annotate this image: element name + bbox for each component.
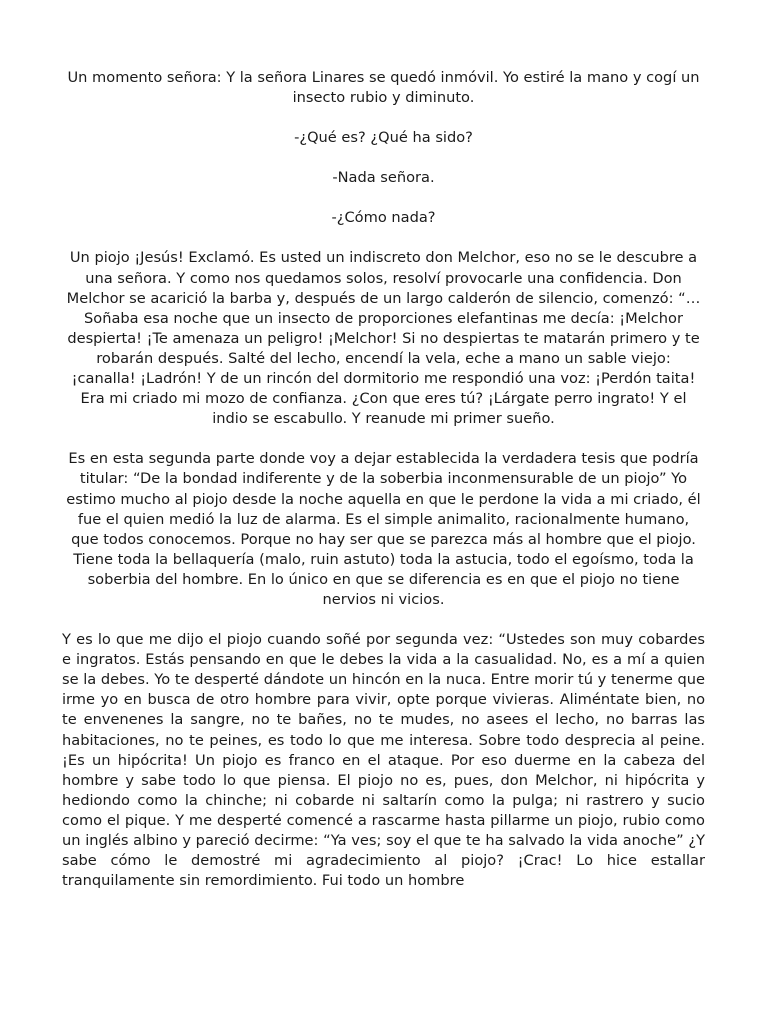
paragraph-tesis: Es en esta segunda parte donde voy a dejar establecida la verdadera tesis que podría titular: “De la bondad indiferente y de la soberbia inconmensurable de un piojo” Yo estimo mucho al piojo desde la noche aquella en que le perdone la vida a mi criado, él fue el quien medió la luz de alarma. Es el simple animalito, racionalmente humano, que todos conocemos. Porque no hay ser que se parezca más al hombre que el piojo. Tiene toda la bellaquería (malo, ruin astuto) toda la astucia, todo el egoísmo, toda la soberbia del hombre. En lo único en que se diferencia es en que el piojo no tiene nervios ni vicios. xyxy=(66,450,701,608)
dialogue-line-como-nada: -¿Cómo nada? xyxy=(331,209,436,227)
paragraph-intro: Un momento señora: Y la señora Linares se quedó inmóvil. Yo estiré la mano y cogí un insecto rubio y diminuto. xyxy=(67,69,700,107)
dialogue-line-nada: -Nada señora. xyxy=(332,169,435,187)
document-page xyxy=(62,68,705,911)
paragraph-piojo-story: Un piojo ¡Jesús! Exclamó. Es usted un indiscreto don Melchor, eso no se le descubre a una señora. Y como nos quedamos solos, resolví provocarle una confidencia. Don Melchor se acarició la barba y, después de un largo calderón de silencio, comenzó: “… Soñaba esa noche que un insecto de proporciones elefantinas me decía: ¡Melchor despierta! ¡Te amenaza un peligro! ¡Melchor! Si no despiertas te matarán primero y te robarán después. Salté del lecho, encendí la vela, eche a mano un sable viejo: ¡canalla! ¡Ladrón! Y de un rincón del dormitorio me respondió una voz: ¡Perdón taita! Era mi criado mi mozo de confianza. ¿Con que eres tú? ¡Lárgate perro ingrato! Y el indio se escabullo. Y reanude mi primer sueño. xyxy=(66,249,701,428)
dialogue-line-que-es: -¿Qué es? ¿Qué ha sido? xyxy=(294,129,473,147)
paragraph-segundo-sueno: Y es lo que me dijo el piojo cuando soñé por segunda vez: “Ustedes son muy cobardes e ingratos. Estás pensando en que le debes la vida a la casualidad. No, es a mí a quien se la debes. Yo te desperté dándote un hincón en la nuca. Entre morir tú y tenerme que irme yo en busca de otro hombre para vivir, opte porque vivieras. Aliméntate bien, no te envenenes la sangre, no te bañes, no te mudes, no asees el lecho, no barras las habitaciones, no te peines, es todo lo que me interesa. Sobre todo desprecia al peine. ¡Es un hipócrita! Un piojo es franco en el ataque. Por eso duerme en la cabeza del hombre y sabe todo lo que piensa. El piojo no es, pues, don Melchor, ni hipócrita y hediondo como la chinche; ni cobarde ni saltarín como la pulga; ni rastrero y sucio como el pique. Y me desperté comencé a rascarme hasta pillarme un piojo, rubio como un inglés albino y pareció decirme: “Ya ves; soy el que te ha salvado la vida anoche” ¿Y sabe cómo le demostré mi agradecimiento al piojo? ¡Crac! Lo hice estallar tranquilamente sin remordimiento. Fui todo un hombre xyxy=(62,631,705,890)
